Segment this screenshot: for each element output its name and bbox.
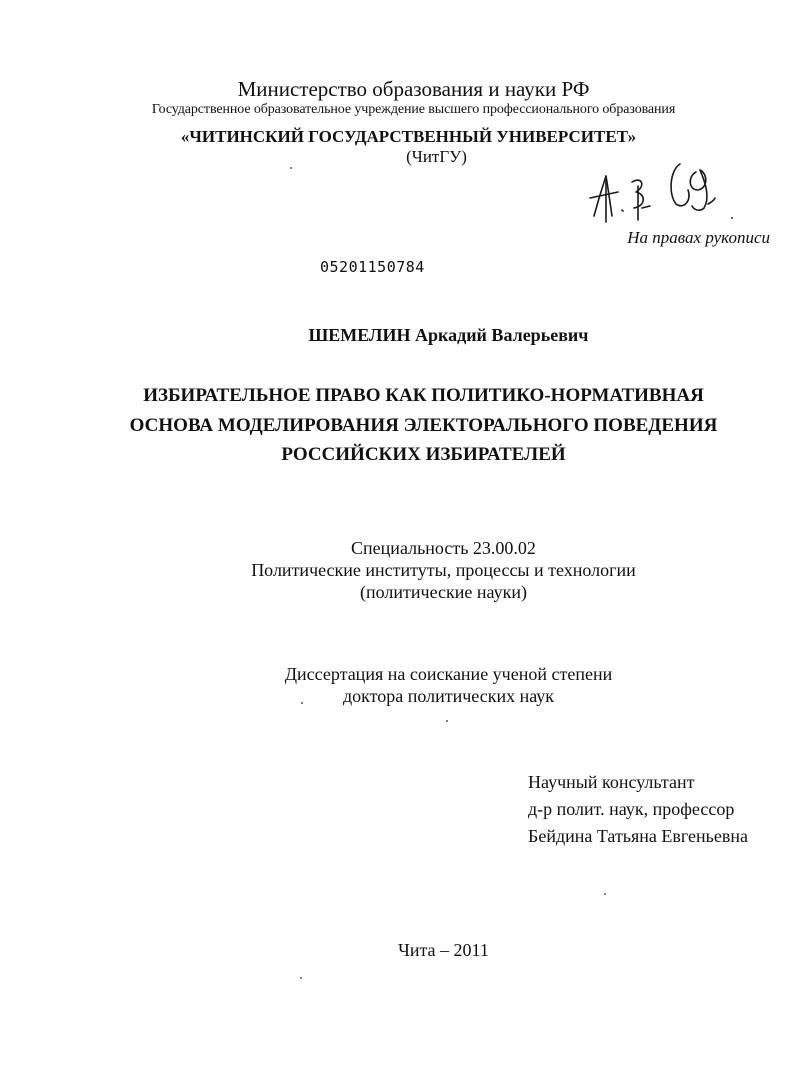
author-name: ШЕМЕЛИН Аркадий Валерьевич [308, 325, 589, 345]
degree-statement-line-1: Диссертация на соискание ученой степени [284, 664, 613, 684]
specialty-name: Политические институты, процессы и технологии [251, 560, 636, 580]
thesis-title-line-1: ИЗБИРАТЕЛЬНОЕ ПРАВО КАК ПОЛИТИКО-НОРМАТИВНАЯ [143, 385, 704, 406]
specialty-code: Специальность 23.00.02 [351, 538, 536, 558]
institution-type: Государственное образовательное учреждение высшего профессионального образования [151, 102, 676, 117]
specialty-field: (политические науки) [360, 582, 527, 602]
scan-speck [604, 893, 606, 895]
consultant-role: Научный консультант [528, 772, 695, 792]
scan-speck [301, 702, 303, 704]
scan-speck [300, 977, 302, 979]
document-code: 05201150784 [320, 258, 425, 276]
handwritten-signature [584, 146, 744, 226]
consultant-name: Бейдина Татьяна Евгеньевна [528, 826, 748, 846]
thesis-title-line-2: ОСНОВА МОДЕЛИРОВАНИЯ ЭЛЕКТОРАЛЬНОГО ПОВЕДЕНИЯ [129, 415, 718, 436]
university-name: «ЧИТИНСКИЙ ГОСУДАРСТВЕННЫЙ УНИВЕРСИТЕТ» [180, 127, 637, 146]
university-abbreviation: (ЧитГУ) [406, 147, 467, 166]
manuscript-rights-note: На правах рукописи [627, 228, 770, 247]
place-and-year: Чита – 2011 [398, 940, 489, 960]
consultant-degree: д-р полит. наук, профессор [528, 799, 735, 819]
thesis-title-line-3: РОССИЙСКИХ ИЗБИРАТЕЛЕЙ [281, 444, 566, 465]
scan-speck [446, 720, 448, 722]
degree-statement-line-2: доктора политических наук [342, 686, 555, 706]
ministry-heading: Министерство образования и науки РФ [237, 77, 590, 101]
scan-speck [290, 167, 292, 169]
